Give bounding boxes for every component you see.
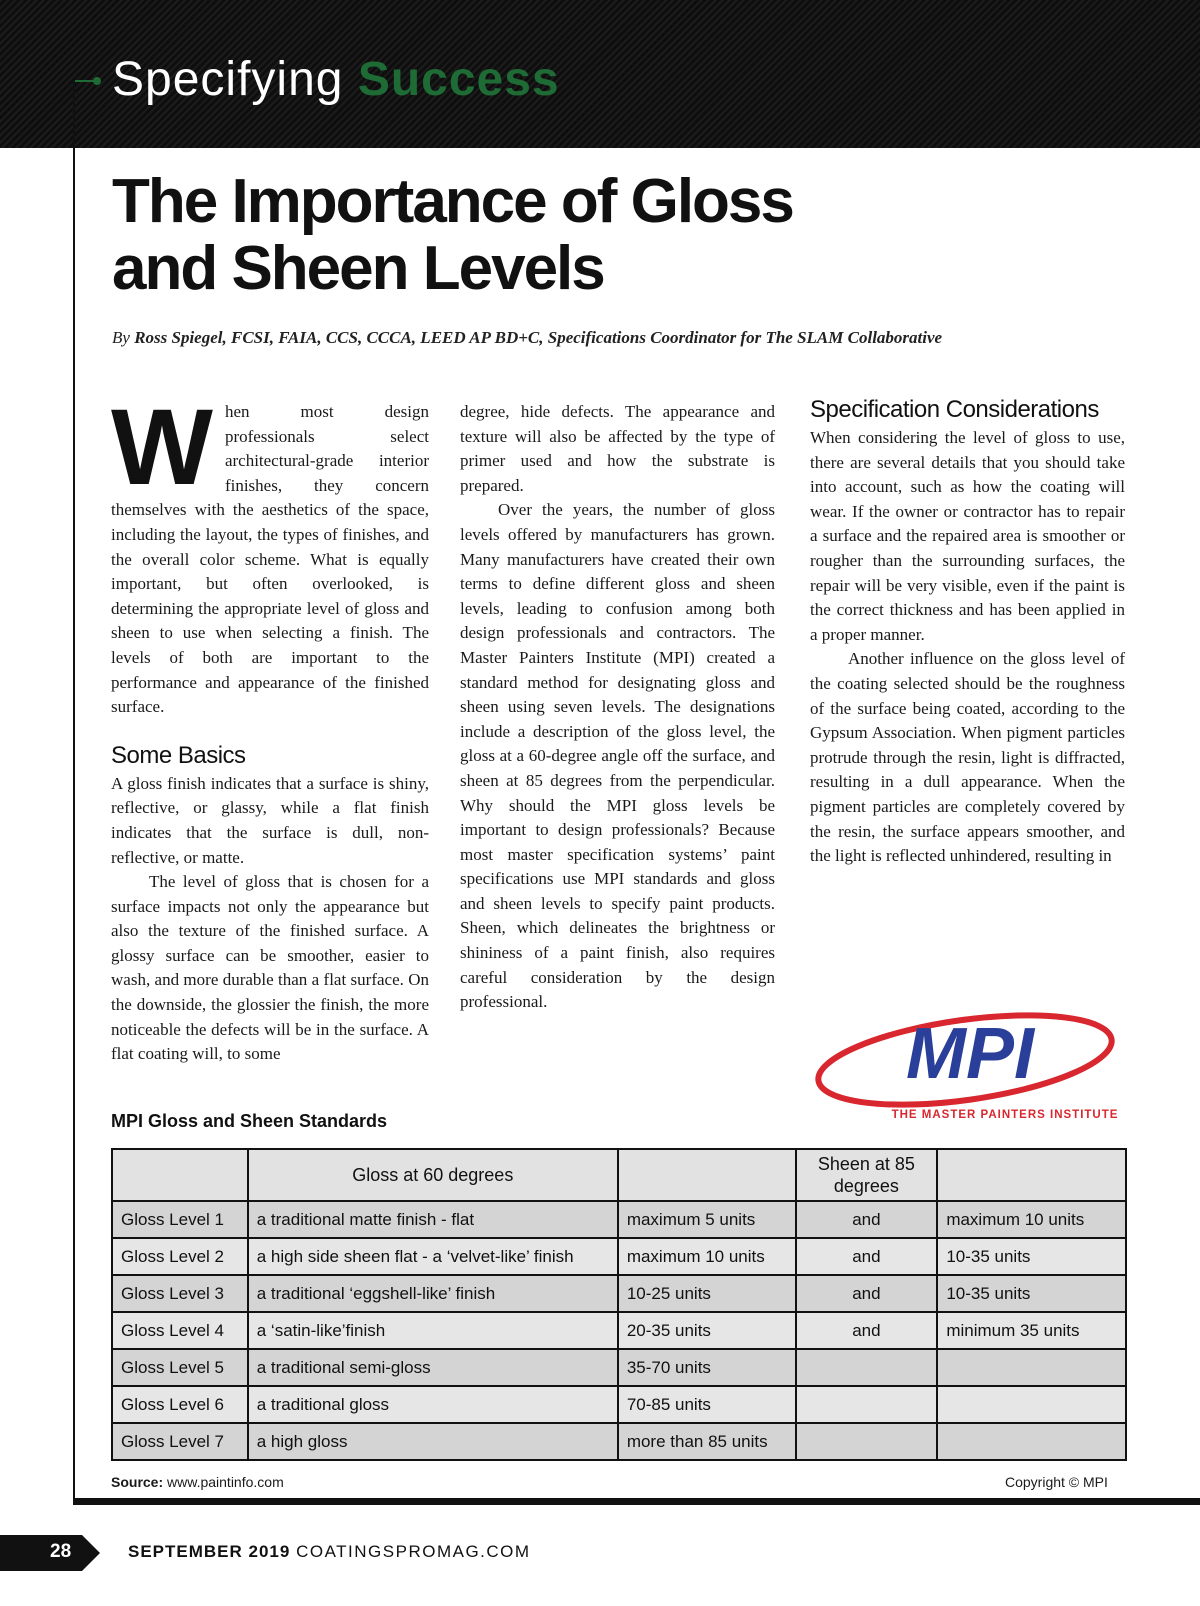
table-header-cell	[618, 1149, 796, 1201]
article-title-line2: and Sheen Levels	[112, 234, 604, 303]
table-header-cell	[112, 1149, 248, 1201]
paragraph	[111, 386, 429, 720]
source-label: Source:	[111, 1474, 164, 1490]
table-cell	[937, 1423, 1126, 1460]
table-row	[112, 1423, 1126, 1460]
table-cell: Gloss Level 1	[112, 1201, 248, 1238]
section-title-word2: Success	[357, 53, 560, 106]
site-name: COATINGSPROMAG.COM	[296, 1542, 531, 1561]
byline-prefix: By	[112, 328, 130, 347]
footer-rule	[73, 1498, 1200, 1505]
table-cell: a traditional matte finish - flat	[248, 1201, 618, 1238]
table-source	[111, 1474, 284, 1490]
table-cell	[937, 1386, 1126, 1423]
paragraph: degree, hide defects. The appearance and texture will also be affected by the type of primer used and how the substrate is prepared.	[460, 402, 775, 495]
drop-cap: W	[111, 386, 213, 507]
paragraph: Another influence on the gloss level of the coating selected should be the roughness of the surface being coated, according to the Gypsum Association. When pigment particles protrude through the resin, light is diffracted, resulting in a dull appearance. When the pigment particles are completely covered by the resin, the surface appears smoother, and the light is reflected unhindered, resulting in	[810, 649, 1125, 866]
issue-date: SEPTEMBER 2019	[128, 1542, 291, 1561]
table-cell: maximum 5 units	[618, 1201, 796, 1238]
article-title-line1: The Importance of Gloss	[112, 167, 793, 236]
mpi-logo	[815, 1000, 1120, 1130]
table-header-cell: Gloss at 60 degrees	[248, 1149, 618, 1201]
subheading-spec: Specification Considerations	[810, 396, 1099, 423]
byline	[112, 328, 942, 348]
paragraph: A gloss finish indicates that a surface is shiny, reflective, or glassy, while a flat finish indicates that the surface is dull, non-reflective, or matte.	[111, 773, 429, 867]
table-cell: and	[796, 1238, 938, 1275]
table-cell: a high side sheen flat - a ‘velvet-like’ finish	[248, 1238, 618, 1275]
table-cell: and	[796, 1312, 938, 1349]
table-cell: more than 85 units	[618, 1423, 796, 1460]
copyright-note: Copyright © MPI	[1005, 1474, 1108, 1490]
table-cell: a traditional ‘eggshell-like’ finish	[248, 1275, 618, 1312]
table-cell: Gloss Level 3	[112, 1275, 248, 1312]
table-header-row	[112, 1149, 1126, 1201]
table-cell	[937, 1349, 1126, 1386]
page-number: 28	[50, 1541, 72, 1562]
table-cell: Gloss Level 4	[112, 1312, 248, 1349]
issue-line	[128, 1542, 531, 1562]
table-cell: and	[796, 1275, 938, 1312]
article-column-2	[460, 400, 775, 1015]
table-title: MPI Gloss and Sheen Standards	[111, 1111, 388, 1131]
source-link: www.paintinfo.com	[167, 1474, 284, 1490]
table-cell	[796, 1386, 938, 1423]
gloss-standards-table	[111, 1148, 1127, 1461]
table-row	[112, 1312, 1126, 1349]
table-cell: maximum 10 units	[937, 1201, 1126, 1238]
subheading-basics: Some Basics	[111, 741, 246, 769]
table-cell: 10-25 units	[618, 1275, 796, 1312]
table-cell: 10-35 units	[937, 1238, 1126, 1275]
table-row	[112, 1386, 1126, 1423]
paragraph: When considering the level of gloss to use, there are several details that you should take into account, such as how the coating will wear. If the owner or contractor has to repair a surface and the repaired area is smoother or rougher than the surrounding surfaces, the repair will be very visible, even if the paint is the correct thickness and has been applied in a proper manner.	[810, 428, 1125, 644]
table-cell: and	[796, 1201, 938, 1238]
table-cell: 35-70 units	[618, 1349, 796, 1386]
table-cell: Gloss Level 5	[112, 1349, 248, 1386]
table-cell: a traditional semi-gloss	[248, 1349, 618, 1386]
table-cell: minimum 35 units	[937, 1312, 1126, 1349]
paragraph-text: hen most design professionals select architectural-grade interior finishes, they concern themselves with the aesthetics of the space, including the layout, the types of finishes, and the overall color scheme. What is equally important, but often overlooked, is determining the appropriate level of gloss and sheen to use when selecting a finish. The levels of both are important to the performance and appearance of the finished surface.	[111, 402, 429, 717]
table-cell	[796, 1423, 938, 1460]
table-cell: Gloss Level 2	[112, 1238, 248, 1275]
logo-tagline: THE MASTER PAINTERS INSTITUTE	[891, 1109, 1119, 1121]
table-row	[112, 1349, 1126, 1386]
paragraph: Over the years, the number of gloss levels offered by manufacturers has grown. Many manufacturers have created their own terms to define different gloss and sheen levels, leading to confusion among both design professionals and contractors. The Master Painters Institute (MPI) created a standard method for designating gloss and sheen using seven levels. The designations include a description of the gloss level, the gloss at a 60-degree angle off the surface, and sheen at 85 degrees from the perpendicular. Why should the MPI gloss levels be important to design professionals? Because most master specification systems’ paint specifications use MPI standards and gloss and sheen levels to specify paint products. Sheen, which delineates the brightness or shininess of a paint finish, also requires careful consideration by the design professional.	[460, 500, 775, 1012]
table-cell: 70-85 units	[618, 1386, 796, 1423]
table-cell	[796, 1349, 938, 1386]
byline-author: Ross Spiegel, FCSI, FAIA, CCS, CCCA, LEED AP BD+C, Specifications Coordinator for The SLAM Collaborative	[134, 328, 943, 347]
article-column-1	[111, 386, 429, 1067]
page-margin-rule	[73, 80, 75, 1505]
table-cell: Gloss Level 7	[112, 1423, 248, 1460]
article-title	[112, 168, 793, 302]
table-cell: a traditional gloss	[248, 1386, 618, 1423]
table-header-cell	[937, 1149, 1126, 1201]
table-cell: a ‘satin-like’finish	[248, 1312, 618, 1349]
section-title-word1: Specifying	[112, 53, 344, 106]
table-cell: a high gloss	[248, 1423, 618, 1460]
article-column-3	[810, 394, 1125, 869]
table-row	[112, 1238, 1126, 1275]
paragraph: The level of gloss that is chosen for a surface impacts not only the appearance but also the texture of the finished surface. A glossy surface can be smoother, easier to wash, and more durable than a flat surface. On the downside, the glossier the finish, the more noticeable the defects will be in the surface. A flat coating will, to some	[111, 872, 429, 1064]
header-accent-dot	[93, 77, 101, 85]
header-accent-tick	[73, 80, 95, 82]
table-row	[112, 1275, 1126, 1312]
table-cell: Gloss Level 6	[112, 1386, 248, 1423]
section-title	[112, 52, 560, 107]
logo-letters: MPI	[905, 1014, 1035, 1094]
table-header-cell: Sheen at 85 degrees	[796, 1149, 938, 1201]
table-cell: 20-35 units	[618, 1312, 796, 1349]
table-cell: maximum 10 units	[618, 1238, 796, 1275]
table-cell: 10-35 units	[937, 1275, 1126, 1312]
table-row	[112, 1201, 1126, 1238]
